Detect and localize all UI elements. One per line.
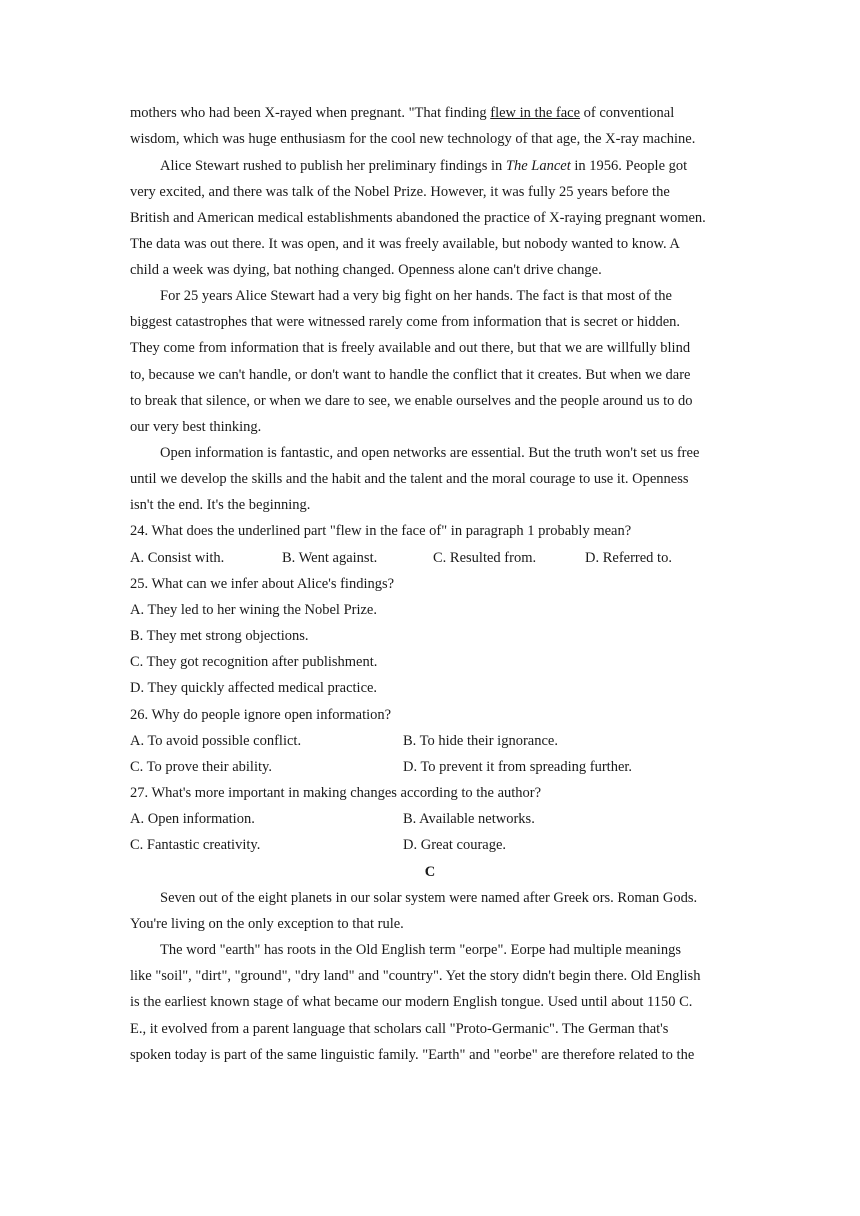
paragraph-line: like "soil", "dirt", "ground", "dry land" and "country". Yet the story didn't begin there. Old English xyxy=(130,968,701,984)
underlined-phrase: flew in the face xyxy=(490,105,581,121)
text-span: in 1956. People got xyxy=(570,158,688,174)
paragraph-line: wisdom, which was huge enthusiasm for the cool new technology of that age, the X-ray machine. xyxy=(130,131,696,147)
option-d: D. Referred to. xyxy=(585,550,672,566)
text-span: mothers who had been X-rayed when pregnant. "That finding xyxy=(130,105,491,121)
paragraph-line: our very best thinking. xyxy=(130,419,262,435)
paragraph-line: They come from information that is freely available and out there, but that we are willfully blind xyxy=(130,340,691,356)
option-c: C. To prove their ability. xyxy=(130,759,272,775)
option-b: B. They met strong objections. xyxy=(130,628,309,644)
question-stem: 27. What's more important in making changes according to the author? xyxy=(130,785,542,801)
paragraph-line xyxy=(160,157,687,175)
question-stem: 26. Why do people ignore open information? xyxy=(130,707,392,723)
option-a: A. Consist with. xyxy=(130,550,225,566)
paragraph-line: For 25 years Alice Stewart had a very big fight on her hands. The fact is that most of the xyxy=(160,288,672,304)
paragraph-line: biggest catastrophes that were witnessed rarely come from information that is secret or hidden. xyxy=(130,314,681,330)
paragraph-line: child a week was dying, bat nothing changed. Openness alone can't drive change. xyxy=(130,262,602,278)
paragraph-line: British and American medical establishments abandoned the practice of X-raying pregnant women. xyxy=(130,210,706,226)
paragraph-line xyxy=(130,104,674,122)
option-b: B. To hide their ignorance. xyxy=(403,733,558,749)
paragraph-line: The word "earth" has roots in the Old English term "eorpe". Eorpe had multiple meanings xyxy=(160,942,681,958)
option-c: C. Resulted from. xyxy=(433,550,537,566)
option-b: B. Went against. xyxy=(282,550,378,566)
journal-title: The Lancet xyxy=(505,158,571,174)
paragraph-line: very excited, and there was talk of the Nobel Prize. However, it was fully 25 years before the xyxy=(130,184,670,200)
paragraph-line: E., it evolved from a parent language that scholars call "Proto-Germanic". The German that's xyxy=(130,1021,669,1037)
text-span: of conventional xyxy=(580,105,675,121)
option-a: A. To avoid possible conflict. xyxy=(130,733,302,749)
section-heading: C xyxy=(424,864,436,880)
paragraph-line: until we develop the skills and the habit and the talent and the moral courage to use it. Openness xyxy=(130,471,689,487)
option-a: A. They led to her wining the Nobel Prize. xyxy=(130,602,377,618)
paragraph-line: isn't the end. It's the beginning. xyxy=(130,497,311,513)
text-span: Alice Stewart rushed to publish her preliminary findings in xyxy=(160,158,506,174)
option-c: C. Fantastic creativity. xyxy=(130,837,261,853)
paragraph-line: Open information is fantastic, and open networks are essential. But the truth won't set us free xyxy=(160,445,700,461)
option-c: C. They got recognition after publishment. xyxy=(130,654,378,670)
paragraph-line: is the earliest known stage of what became our modern English tongue. Used until about 1150 C. xyxy=(130,994,693,1010)
question-stem: 24. What does the underlined part "flew in the face of" in paragraph 1 probably mean? xyxy=(130,523,632,539)
paragraph-line: to, because we can't handle, or don't want to handle the conflict that it creates. But when we dare xyxy=(130,367,691,383)
paragraph-line: Seven out of the eight planets in our solar system were named after Greek ors. Roman Gods. xyxy=(160,890,698,906)
paragraph-line: spoken today is part of the same linguistic family. "Earth" and "eorbe" are therefore related to the xyxy=(130,1047,695,1063)
option-d: D. Great courage. xyxy=(403,837,507,853)
option-a: A. Open information. xyxy=(130,811,255,827)
paragraph-line: You're living on the only exception to that rule. xyxy=(130,916,404,932)
option-d: D. They quickly affected medical practice. xyxy=(130,680,378,696)
paragraph-line: The data was out there. It was open, and it was freely available, but nobody wanted to know. A xyxy=(130,236,680,252)
option-d: D. To prevent it from spreading further. xyxy=(403,759,633,775)
option-b: B. Available networks. xyxy=(403,811,535,827)
paragraph-line: to break that silence, or when we dare to see, we enable ourselves and the people around us to do xyxy=(130,393,693,409)
question-stem: 25. What can we infer about Alice's findings? xyxy=(130,576,395,592)
